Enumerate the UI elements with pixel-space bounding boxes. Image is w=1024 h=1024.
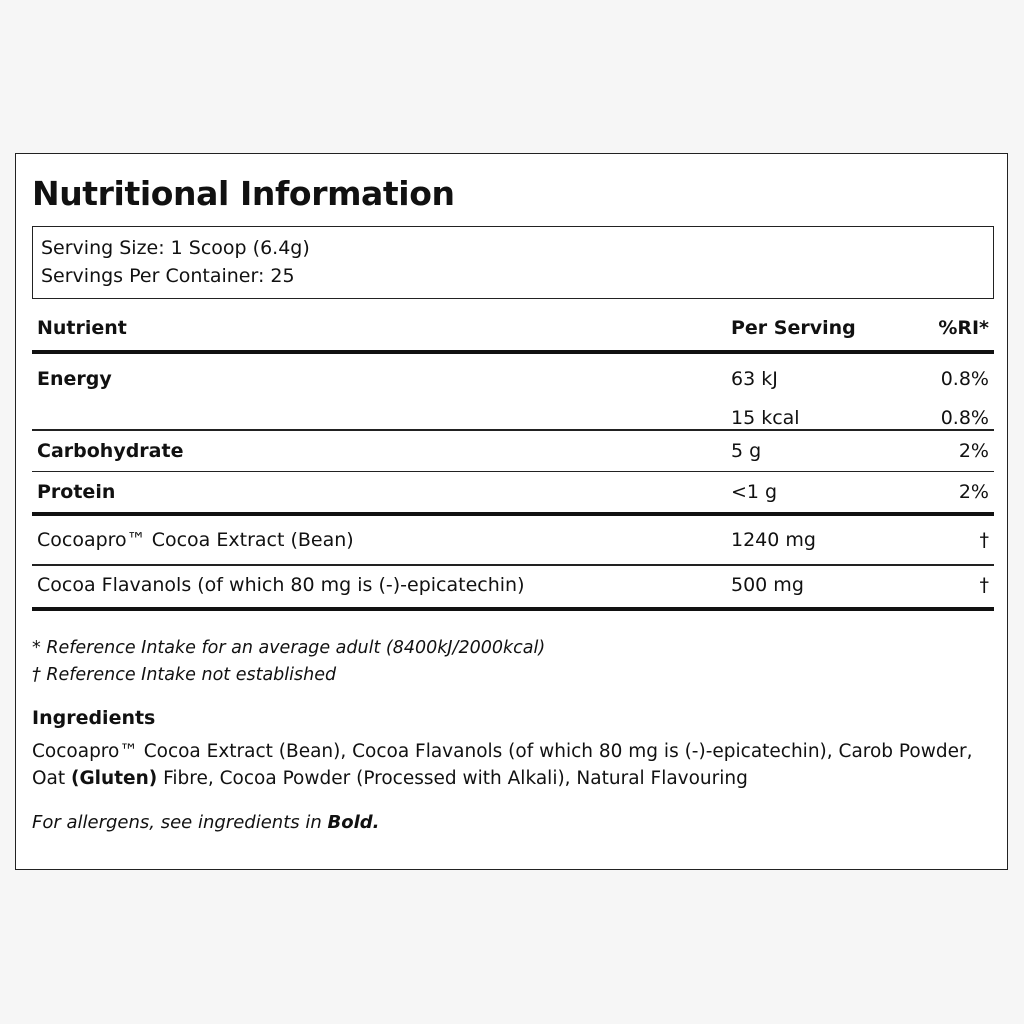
footnote-reference-intake: * Reference Intake for an average adult (8400kJ/2000kcal) xyxy=(32,638,546,658)
servings-per-container: Servings Per Container: 25 xyxy=(41,265,295,287)
ri-value: 0.8% xyxy=(940,368,989,390)
ingredients-part-2: Fibre, Cocoa Powder (Processed with Alkali), Natural Flavouring xyxy=(157,768,748,789)
allergen-note xyxy=(32,812,379,833)
header-nutrient: Nutrient xyxy=(37,317,127,339)
serving-info-box xyxy=(32,226,994,299)
nutrient-label: Protein xyxy=(37,481,116,503)
allergen-note-emphasis: Bold. xyxy=(327,812,380,833)
table-row-carbohydrate xyxy=(32,431,994,471)
per-serving-value: 500 mg xyxy=(731,573,804,596)
ingredients-text xyxy=(32,738,982,792)
footnotes xyxy=(32,635,545,689)
table-row-flavanols xyxy=(32,566,994,607)
per-serving-value: 5 g xyxy=(731,439,762,462)
table-row-energy-kj xyxy=(32,354,994,392)
nutrient-label: Cocoa Flavanols (of which 80 mg is (-)-epicatechin) xyxy=(37,573,525,596)
nutrition-panel xyxy=(15,153,1008,870)
serving-size: Serving Size: 1 Scoop (6.4g) xyxy=(41,237,310,259)
footnote-not-established: † Reference Intake not established xyxy=(32,665,337,685)
ri-value: † xyxy=(979,529,989,551)
table-row-cocoa-extract xyxy=(32,516,994,564)
ri-value: 2% xyxy=(958,481,989,503)
per-serving-value: <1 g xyxy=(731,481,778,503)
allergen-highlight: (Gluten) xyxy=(71,768,158,789)
header-ri: %RI* xyxy=(938,317,989,339)
nutrient-label: Carbohydrate xyxy=(37,439,184,462)
nutrient-label: Cocoapro™ Cocoa Extract (Bean) xyxy=(37,529,354,551)
per-serving-value: 15 kcal xyxy=(731,407,800,429)
nutrient-label: Energy xyxy=(37,368,112,390)
per-serving-value: 63 kJ xyxy=(731,368,778,390)
panel-title: Nutritional Information xyxy=(32,174,455,213)
per-serving-value: 1240 mg xyxy=(731,529,816,551)
nutrition-table xyxy=(32,306,994,611)
ri-value: 0.8% xyxy=(940,407,989,429)
header-per-serving: Per Serving xyxy=(731,317,856,339)
allergen-note-text: For allergens, see ingredients in xyxy=(32,812,328,833)
ingredients-heading: Ingredients xyxy=(32,707,156,729)
table-row-energy-kcal xyxy=(32,392,994,429)
table-row-protein xyxy=(32,472,994,512)
ri-value: † xyxy=(979,573,989,596)
table-header-row xyxy=(32,306,994,350)
table-bottom-divider xyxy=(32,607,994,611)
ingredients-part-1: Cocoapro™ Cocoa Extract (Bean), Cocoa Flavanols (of which 80 mg is (-)-epicatechin), Carob Powder, Oat xyxy=(32,741,973,789)
ri-value: 2% xyxy=(958,439,989,462)
